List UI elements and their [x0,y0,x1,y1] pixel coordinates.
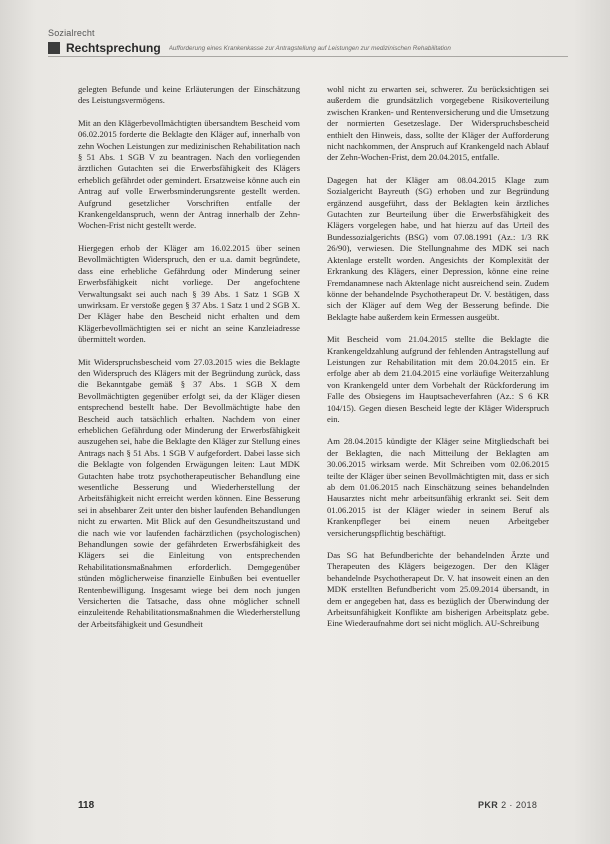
paragraph: Mit Widerspruchsbescheid vom 27.03.2015 wies die Beklagte den Widerspruch des Klägers mit der Begründung zurück, dass die Bekanntgabe gemäß § 37 Abs. 1 SGB X dem Bevollmächtigten gegenüber erfolgt sei, da der Kläger diesen entsprechend bestellt habe. Der Bevollmächtigte habe den Bescheid auch tatsächlich erhalten. Nachdem von einer erheblichen Gefährdung oder Minderung der Erwerbsfähigkeit auszugehen sei, habe die Beklagte den Kläger zur Stellung eines Antrags nach § 51 Abs. 1 SGB V aufgefordert. Dabei lasse sich die Beklagte von folgenden Erwägungen leiten: Laut MDK Gutachten habe trotz psychotherapeutischer Behandlung eine wesentliche Besserung und Wiederherstellung der Arbeitsfähigkeit nicht erreicht werden können. Eine Besserung sei in absehbarer Zeit unter den bisher laufenden Behandlungen nicht zu erwarten. Mit Blick auf den Gesundheitszustand und die nach wie vor laufenden fachärztlichen (psychologischen) Behandlungen sowie der gefährdeten Erwerbsfähigkeit des Klägers sei die Einleitung von entsprechenden Rehabilitationsmaßnahmen erforderlich. Demgegenüber stünden möglicherweise finanzielle Einbußen bei eventueller Rentenbewilligung. Insgesamt wiege bei dem noch jungen Versicherten die Tatsache, dass ohne möglicher schnell einzuleitende Rehabilitationsmaßnahmen die Wiederherstellung der Arbeitsfähigkeit und Gesundheit [78,356,300,629]
paragraph: Hiergegen erhob der Kläger am 16.02.2015 über seinen Bevollmächtigten Widerspruch, den er u.a. damit begründete, dass eine erhebliche Gefährdung oder Minderung seiner Erwerbsfähigkeit nicht vorliege. Der angefochtene Verwaltungsakt sei auch nach § 39 Abs. 1 Satz 1 SGB X unwirksam. Er verstoße gegen § 37 Abs. 1 Satz 1 und 2 SGB X. Der Kläger habe den Bescheid nicht erhalten und dem Klägerbevollmächtigten sei er nicht an seine Kanzleiadresse übermittelt worden. [78,242,300,345]
journal-name: PKR [478,800,499,810]
left-column [78,84,300,641]
issue-number: 2 · 2018 [501,800,538,810]
running-header [48,40,568,57]
paragraph: Mit an den Klägerbevollmächtigten übersandtem Bescheid vom 06.02.2015 forderte die Beklagte den Kläger auf, innerhalb von zehn Wochen Leistungen zur medizinischen Rehabilitation nach § 51 Abs. 1 SGB V zu beantragen. Nach den vorliegenden ärztlichen Gutachten sei die Erwerbsfähigkeit des Klägers erheblich gefährdet oder gemindert. Ersatzweise könne auch ein Antrag auf volle Erwerbsminderungsrente gestellt werden. Aufgrund gesetzlicher Vorschriften entfalle der Krankengeldanspruch, wenn der Antrag innerhalb der Zehn-Wochen-Frist nicht gestellt werde. [78,117,300,231]
page-number: 118 [78,800,95,811]
header-title: Rechtsprechung [66,41,161,55]
paragraph: Dagegen hat der Kläger am 08.04.2015 Klage zum Sozialgericht Bayreuth (SG) erhoben und zur Begründung ergänzend ausgeführt, dass der Beklagten kein ärztliches Gutachten zur Beurteilung über die Erwerbsfähigkeit des Klägers vorgelegen habe, und hat hierzu auf das Urteil des Bundessozialgerichts (BSG) vom 07.08.1991 (Az.: 1/3 RK 26/90), verwiesen. Die Stellungnahme des MDK sei nach Aktenlage erstellt worden. Angesichts der Komplexität der Erkrankung des Klägers, einer Depression, könne eine reine Fremdanamnese nach Aktenlage nicht ausreichend sein. Zudem könne der behandelnde Psychotherapeut Dr. V. bestätigen, dass sich der Kläger auf dem Weg der Besserung befinde. Die Beklagte habe außerdem kein Ermessen ausgeübt. [327,174,549,322]
paragraph: Am 28.04.2015 kündigte der Kläger seine Mitgliedschaft bei der Beklagten, die nach Mitteilung der Beklagten am 30.06.2015 wirksam werde. Mit Schreiben vom 02.06.2015 teilte der Kläger über seinen Bevollmächtigten mit, dass er sich ab dem 01.06.2015 nach Einschätzung seines behandelnden Hausarztes nicht mehr arbeitsunfähig erkrankt sei. Seit dem 01.06.2015 ist der Kläger wieder in seinem Beruf als Krankenpfleger bei einem neuen Arbeitgeber versicherungspflichtig beschäftigt. [327,436,549,538]
section-label: Sozialrecht [48,28,95,38]
right-column [327,84,549,641]
paragraph: gelegten Befunde und keine Erläuterungen der Einschätzung des Leistungsvermögens. [78,84,300,106]
header-subtitle: Aufforderung eines Krankenkasse zur Antragstellung auf Leistungen zur medizinischen Rehabilitation [168,44,451,52]
journal-issue [478,800,537,810]
header-marker-icon [48,42,60,54]
paragraph: Das SG hat Befundberichte der behandelnden Ärzte und Therapeuten des Klägers beigezogen. Der den Kläger behandelnde Psychotherapeut Dr. V. hat insoweit einen an den MDK erstellten Befundbericht vom 25.09.2014 übersandt, in dem er angegeben hat, dass es bezüglich der Überwindung der Arbeitsunfähigkeit Konflikte am bisherigen Arbeitsplatz gebe. Eine Wiederaufnahme dort sei nicht möglich. AU-Schreibung [327,550,549,629]
paragraph: wohl nicht zu erwarten sei, schwerer. Zu berücksichtigen sei außerdem die grundsätzlich vorgegebene Risikoverteilung zwischen Kranken- und Rentenversicherung und die Umsetzung der normierten Gesetzeslage. Der Widerspruchsbescheid enthielt den Hinweis, dass, sollte der Kläger der Aufforderung nicht nachkommen, der Anspruch auf Krankengeld nach Ablauf der Zehn-Wochen-Frist, dem 20.04.2015, entfalle. [327,84,549,163]
paragraph: Mit Bescheid vom 21.04.2015 stellte die Beklagte die Krankengeldzahlung aufgrund der fehlenden Antragstellung auf Leistungen zur Rehabilitation mit dem 20.04.2015 ein. Er erfolge aber ab dem 21.04.2015 eine vorläufige Weiterzahlung von Krankengeld unter dem Vorbehalt der Rückforderung im Falle des Obsiegens im Hauptsacheverfahren (Az.: S 6 KR 104/15). Gegen diesen Bescheid legte der Kläger Widerspruch ein. [327,334,549,424]
